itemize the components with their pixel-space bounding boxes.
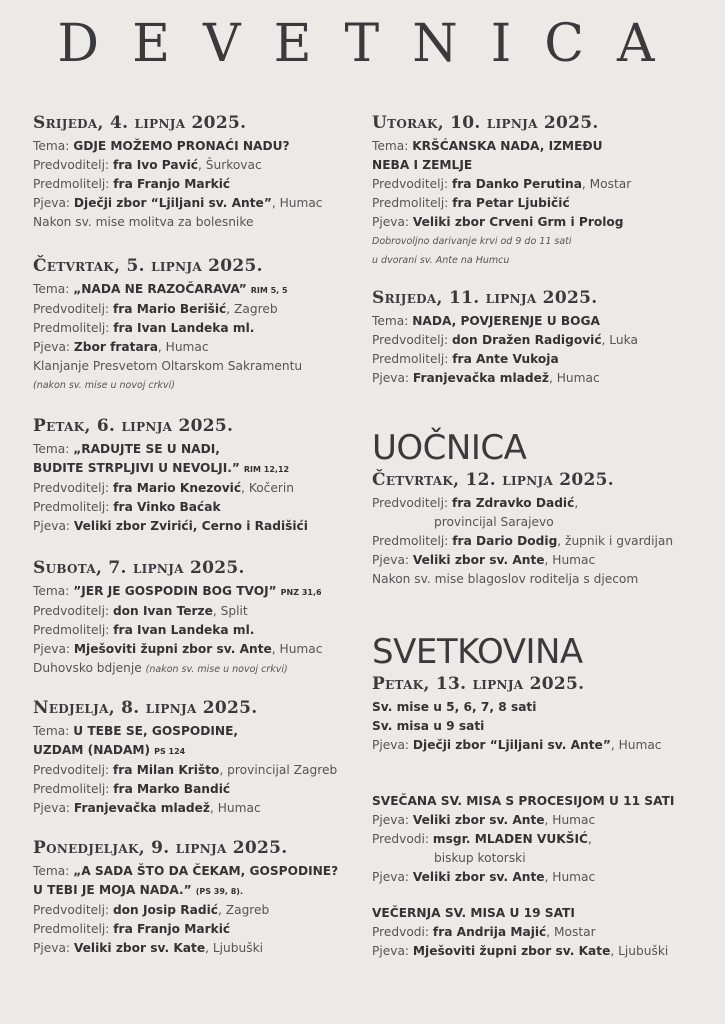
line-label: provincijal Sarajevo — [434, 515, 554, 529]
scripture-reference: (PS 39, 8). — [195, 887, 243, 896]
line-label: u dvorani sv. Ante na Humcu — [372, 255, 510, 266]
line-value: fra Ante Vukoja — [452, 352, 559, 366]
event-section — [372, 792, 717, 887]
line-value: fra Zdravko Dadić — [451, 496, 575, 510]
line-label: Pjeva: — [372, 738, 413, 752]
info-line — [33, 137, 378, 156]
line-label: Predvoditelj: — [33, 763, 113, 777]
line-value: don Josip Radić — [112, 903, 218, 917]
line-value: fra Petar Ljubičić — [452, 196, 570, 210]
info-line — [33, 881, 378, 901]
date-heading: Četvrtak, 12. lipnja 2025. — [372, 470, 615, 490]
line-label: biskup kotorski — [434, 851, 526, 865]
info-line — [372, 698, 717, 717]
line-value: GDJE MOŽEMO PRONAĆI NADU? — [73, 139, 290, 153]
line-label: Predmolitelj: — [372, 196, 453, 210]
info-line — [372, 868, 717, 887]
line-detail: , provincijal Zagreb — [219, 763, 338, 777]
line-value: msgr. MLADEN VUKŠIĆ — [432, 832, 588, 846]
info-line — [372, 551, 717, 570]
line-value: fra Marko Bandić — [113, 782, 231, 796]
info-line — [33, 498, 378, 517]
line-value: Veliki zbor sv. Ante — [412, 813, 545, 827]
line-value: SVEČANA SV. MISA S PROCESIJOM U 11 SATI — [372, 794, 675, 808]
line-detail: , Zagreb — [218, 903, 270, 917]
line-value: Veliki zbor Zvirići, Cerno i Radišići — [73, 519, 308, 533]
date-heading: Četvrtak, 5. lipnja 2025. — [33, 256, 263, 276]
line-label: Predvoditelj: — [372, 333, 452, 347]
event-section — [372, 904, 717, 961]
line-label: Predmolitelj: — [33, 321, 114, 335]
info-line — [33, 722, 378, 741]
line-value: fra Mario Berišić — [112, 302, 227, 316]
line-value: „RADUJTE SE U NADI, — [73, 442, 220, 456]
line-detail: , Luka — [601, 333, 638, 347]
info-line — [372, 369, 717, 388]
line-value: NADA, POVJERENJE U BOGA — [412, 314, 600, 328]
line-detail: , Ljubuški — [205, 941, 264, 955]
line-value: fra Danko Perutina — [451, 177, 582, 191]
line-label: Predvoditelj: — [33, 302, 113, 316]
info-line — [372, 717, 717, 736]
info-line — [372, 830, 717, 849]
info-line — [33, 659, 378, 679]
line-value: BUDITE STRPLJIVI U NEVOLJI.” — [33, 461, 240, 475]
line-value: Franjevačka mladež — [73, 801, 210, 815]
line-detail: , Humac — [271, 196, 323, 210]
date-heading: Petak, 13. lipnja 2025. — [372, 674, 585, 694]
line-value: don Dražen Radigović — [451, 333, 602, 347]
info-line — [33, 213, 378, 232]
info-line — [372, 350, 717, 369]
line-label: Predvodi: — [372, 832, 433, 846]
line-detail: , Humac — [271, 642, 323, 656]
day-section — [372, 288, 717, 388]
line-value: Veliki zbor sv. Ante — [412, 870, 545, 884]
info-line — [372, 792, 717, 811]
info-line — [33, 602, 378, 621]
section-title: SVETKOVINA — [372, 632, 583, 672]
info-line — [372, 736, 717, 755]
line-detail: , — [574, 496, 579, 510]
date-heading: Srijeda, 11. lipnja 2025. — [372, 288, 598, 308]
info-line — [372, 312, 717, 331]
info-line — [372, 194, 717, 213]
line-value: Dječji zbor “Ljiljani sv. Ante” — [73, 196, 272, 210]
line-label: Tema: — [372, 314, 413, 328]
date-heading: Subota, 7. lipnja 2025. — [33, 558, 245, 578]
line-detail: (nakon sv. mise u novoj crkvi) — [145, 664, 288, 675]
date-heading: Utorak, 10. lipnja 2025. — [372, 113, 599, 133]
day-section — [372, 632, 717, 755]
line-label: (nakon sv. mise u novoj crkvi) — [33, 380, 176, 391]
line-label: Duhovsko bdjenje — [33, 661, 146, 675]
line-detail: , Humac — [157, 340, 209, 354]
line-detail: , Humac — [209, 801, 261, 815]
line-label: Tema: — [33, 724, 74, 738]
line-detail: , Zagreb — [226, 302, 278, 316]
info-line — [372, 494, 717, 513]
info-line — [33, 479, 378, 498]
info-line — [33, 741, 378, 761]
line-label: Predvoditelj: — [33, 903, 113, 917]
line-label: Pjeva: — [372, 371, 413, 385]
info-line — [33, 621, 378, 640]
line-value: fra Ivan Landeka ml. — [113, 623, 255, 637]
line-value: Mješoviti župni zbor sv. Kate — [412, 944, 611, 958]
scripture-reference: RIM 5, 5 — [250, 286, 288, 295]
line-label: Pjeva: — [33, 340, 74, 354]
info-line — [372, 213, 717, 232]
info-line — [372, 175, 717, 194]
info-line — [33, 862, 378, 881]
line-detail: , — [587, 832, 592, 846]
day-section — [33, 256, 378, 395]
line-label: Pjeva: — [372, 553, 413, 567]
info-line — [33, 194, 378, 213]
line-value: Franjevačka mladež — [412, 371, 549, 385]
info-line — [372, 137, 717, 156]
info-line — [33, 901, 378, 920]
info-line — [372, 532, 717, 551]
line-detail: , Humac — [610, 738, 662, 752]
info-line — [33, 640, 378, 659]
line-detail: , Humac — [544, 553, 596, 567]
scripture-reference: PS 124 — [154, 747, 186, 756]
line-value: KRŠĆANSKA NADA, IZMEĐU — [412, 139, 603, 153]
line-label: Predvodi: — [372, 925, 433, 939]
line-value: fra Vinko Baćak — [113, 500, 221, 514]
line-label: Predmolitelj: — [33, 782, 114, 796]
line-value: fra Andrija Majić — [432, 925, 547, 939]
line-label: Predmolitelj: — [33, 922, 114, 936]
info-line — [33, 799, 378, 818]
line-detail: , Ljubuški — [610, 944, 669, 958]
info-line — [33, 175, 378, 194]
line-label: Tema: — [33, 139, 74, 153]
line-label: Predmolitelj: — [372, 534, 453, 548]
line-label: Tema: — [33, 864, 74, 878]
line-label: Pjeva: — [372, 870, 413, 884]
scripture-reference: RIM 12,12 — [243, 465, 290, 474]
info-line — [33, 376, 378, 395]
line-value: Mješoviti župni zbor sv. Ante — [73, 642, 272, 656]
info-line — [372, 811, 717, 830]
line-value: UZDAM (NADAM) — [33, 743, 151, 757]
line-value: fra Franjo Markić — [113, 922, 231, 936]
line-detail: , Kočerin — [241, 481, 294, 495]
line-value: Sv. mise u 5, 6, 7, 8 sati — [372, 700, 537, 714]
line-value: don Ivan Terze — [112, 604, 213, 618]
section-title: UOČNICA — [372, 428, 527, 468]
line-label: Predmolitelj: — [33, 500, 114, 514]
line-detail: , Mostar — [546, 925, 596, 939]
line-detail: , Split — [212, 604, 248, 618]
line-label: Nakon sv. mise blagoslov roditelja s djecom — [372, 572, 639, 586]
info-line — [33, 459, 378, 479]
info-line — [372, 156, 717, 175]
line-value: ”JER JE GOSPODIN BOG TVOJ” — [73, 584, 277, 598]
info-line — [372, 232, 717, 251]
day-section — [372, 113, 717, 270]
info-line — [33, 780, 378, 799]
line-detail: , Šurkovac — [198, 158, 262, 172]
line-label: Nakon sv. mise molitva za bolesnike — [33, 215, 254, 229]
info-line — [33, 440, 378, 459]
line-detail: , Humac — [548, 371, 600, 385]
line-label: Pjeva: — [33, 941, 74, 955]
line-value: Veliki zbor sv. Ante — [412, 553, 545, 567]
line-detail: , Mostar — [581, 177, 632, 191]
info-line — [372, 570, 717, 589]
day-section — [33, 698, 378, 818]
info-line — [33, 319, 378, 338]
day-section — [33, 416, 378, 536]
line-value: fra Ivan Landeka ml. — [113, 321, 255, 335]
date-heading: Srijeda, 4. lipnja 2025. — [33, 113, 247, 133]
line-label: Pjeva: — [372, 813, 413, 827]
scripture-reference: PNZ 31,6 — [280, 588, 322, 597]
line-value: fra Milan Krišto — [112, 763, 220, 777]
line-label: Predvoditelj: — [33, 481, 113, 495]
line-value: Veliki zbor Crveni Grm i Prolog — [412, 215, 624, 229]
date-heading: Nedjelja, 8. lipnja 2025. — [33, 698, 258, 718]
info-line — [33, 156, 378, 175]
info-line — [33, 338, 378, 357]
line-value: Veliki zbor sv. Kate — [73, 941, 206, 955]
line-value: U TEBI JE MOJA NADA.” — [33, 883, 192, 897]
info-line — [372, 942, 717, 961]
line-label: Tema: — [33, 442, 74, 456]
line-value: U TEBE SE, GOSPODINE, — [73, 724, 239, 738]
line-value: fra Franjo Markić — [113, 177, 231, 191]
day-section — [33, 558, 378, 679]
info-line — [372, 923, 717, 942]
line-label: Pjeva: — [372, 215, 413, 229]
info-line — [33, 357, 378, 376]
line-value: fra Mario Knezović — [112, 481, 242, 495]
line-value: Zbor fratara — [73, 340, 158, 354]
line-label: Predvoditelj: — [372, 496, 452, 510]
line-label: Klanjanje Presvetom Oltarskom Sakramentu — [33, 359, 303, 373]
line-label: Tema: — [33, 584, 74, 598]
info-line — [372, 513, 717, 532]
day-section — [372, 428, 717, 589]
line-label: Predvoditelj: — [33, 604, 113, 618]
day-section — [33, 838, 378, 958]
line-label: Pjeva: — [372, 944, 413, 958]
info-line — [33, 939, 378, 958]
date-heading: Ponedjeljak, 9. lipnja 2025. — [33, 838, 288, 858]
info-line — [33, 582, 378, 602]
line-label: Pjeva: — [33, 519, 74, 533]
info-line — [33, 517, 378, 536]
day-section — [33, 113, 378, 232]
line-detail: , Humac — [544, 870, 596, 884]
line-value: fra Dario Dodig — [452, 534, 558, 548]
line-value: fra Ivo Pavić — [112, 158, 198, 172]
line-label: Dobrovoljno darivanje krvi od 9 do 11 sati — [372, 236, 572, 247]
line-label: Predvoditelj: — [372, 177, 452, 191]
info-line — [33, 920, 378, 939]
info-line — [372, 251, 717, 270]
line-label: Tema: — [33, 282, 74, 296]
line-value: „A SADA ŠTO DA ČEKAM, GOSPODINE? — [73, 864, 339, 878]
line-value: „NADA NE RAZOČARAVA” — [73, 282, 247, 296]
line-value: NEBA I ZEMLJE — [372, 158, 473, 172]
line-detail: , župnik i gvardijan — [557, 534, 674, 548]
line-label: Predvoditelj: — [33, 158, 113, 172]
info-line — [33, 280, 378, 300]
line-label: Pjeva: — [33, 196, 74, 210]
line-label: Predmolitelj: — [372, 352, 453, 366]
line-label: Pjeva: — [33, 642, 74, 656]
line-label: Pjeva: — [33, 801, 74, 815]
page-title: DEVETNICA — [57, 14, 688, 74]
line-detail: , Humac — [544, 813, 596, 827]
info-line — [33, 300, 378, 319]
info-line — [372, 331, 717, 350]
line-label: Predmolitelj: — [33, 177, 114, 191]
line-value: Sv. misa u 9 sati — [372, 719, 485, 733]
info-line — [372, 849, 717, 868]
line-value: VEČERNJA SV. MISA U 19 SATI — [372, 906, 575, 920]
info-line — [33, 761, 378, 780]
info-line — [372, 904, 717, 923]
line-value: Dječji zbor “Ljiljani sv. Ante” — [412, 738, 611, 752]
date-heading: Petak, 6. lipnja 2025. — [33, 416, 234, 436]
line-label: Tema: — [372, 139, 413, 153]
line-label: Predmolitelj: — [33, 623, 114, 637]
